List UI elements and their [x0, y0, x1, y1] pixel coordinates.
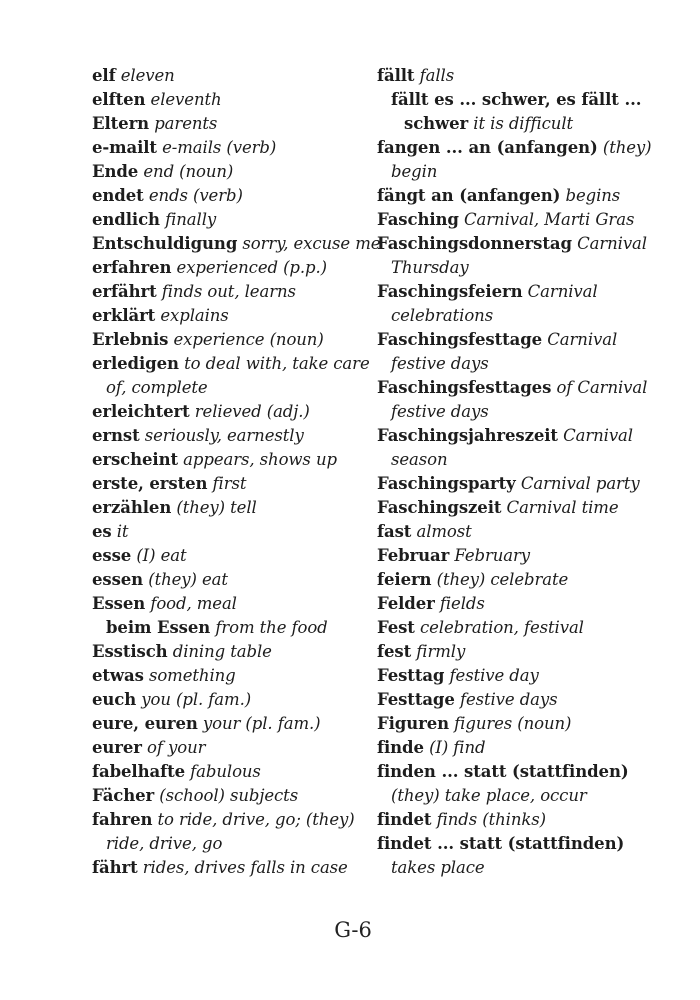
german-term: Faschingsfesttage [377, 330, 543, 349]
german-term: Faschingsjahreszeit [377, 426, 558, 445]
english-definition: (I) find [429, 738, 486, 757]
glossary-entry [377, 736, 669, 760]
english-definition: finds (thinks) [436, 810, 546, 829]
glossary-entry [92, 760, 384, 784]
glossary-entry [92, 688, 384, 712]
german-term: beim Essen [106, 618, 211, 637]
english-definition: something [148, 666, 236, 685]
english-definition: fabulous [190, 762, 261, 781]
german-term: Fest [377, 618, 415, 637]
english-definition: finally [165, 210, 217, 229]
english-definition: firmly [416, 642, 466, 661]
glossary-entry [92, 520, 384, 544]
glossary-entry [92, 784, 384, 808]
english-definition: Carnival season [391, 426, 633, 469]
english-definition: relieved (adj.) [194, 402, 310, 421]
german-term: Essen [92, 594, 146, 613]
glossary-entry [92, 208, 384, 232]
german-term: elften [92, 90, 146, 109]
german-term: finden ... statt (stattfinden) [377, 762, 629, 781]
glossary-entry [92, 160, 384, 184]
german-term: es [92, 522, 112, 541]
glossary-entry [92, 496, 384, 520]
english-definition: to deal with, take care of, complete [106, 354, 370, 397]
glossary-column-left [92, 64, 384, 880]
german-term: erleichtert [92, 402, 190, 421]
glossary-entry [92, 304, 384, 328]
glossary-entry [377, 808, 669, 832]
glossary-entry [92, 448, 384, 472]
german-term: erscheint [92, 450, 179, 469]
glossary-entry [92, 808, 384, 856]
glossary-entry [377, 424, 669, 472]
english-definition: fields [439, 594, 485, 613]
english-definition: it [116, 522, 129, 541]
glossary-entry [377, 472, 669, 496]
english-definition: sorry, excuse me [242, 234, 381, 253]
english-definition: experienced (p.p.) [176, 258, 327, 277]
german-term: Faschingsfeiern [377, 282, 523, 301]
english-definition: (they) begin [391, 138, 652, 181]
english-definition: experience (noun) [173, 330, 324, 349]
english-definition: first [212, 474, 247, 493]
glossary-entry [92, 856, 384, 880]
german-term: fest [377, 642, 412, 661]
glossary-entry [377, 280, 669, 328]
glossary-entry [377, 328, 669, 376]
english-definition: celebration, festival [419, 618, 584, 637]
english-definition: it is difficult [473, 114, 574, 133]
glossary-entry [377, 496, 669, 520]
english-definition: falls [419, 66, 455, 85]
german-term: Esstisch [92, 642, 168, 661]
glossary-entry [92, 712, 384, 736]
german-term: Festtage [377, 690, 455, 709]
german-term: Festtag [377, 666, 445, 685]
english-definition: your (pl. fam.) [202, 714, 321, 733]
english-definition: (school) subjects [159, 786, 299, 805]
german-term: fängt an (anfangen) [377, 186, 561, 205]
glossary-entry [92, 352, 384, 400]
german-term: feiern [377, 570, 432, 589]
german-term: fährt [92, 858, 138, 877]
glossary-entry [377, 520, 669, 544]
english-definition: of your [147, 738, 206, 757]
glossary-entry [92, 736, 384, 760]
glossary-entry [377, 832, 669, 880]
german-term: endlich [92, 210, 160, 229]
english-definition: from the food [215, 618, 328, 637]
glossary-entry [92, 112, 384, 136]
english-definition: festive days [459, 690, 558, 709]
german-term: Faschingszeit [377, 498, 502, 517]
german-term: Fächer [92, 786, 155, 805]
german-term: fangen ... an (anfangen) [377, 138, 598, 157]
english-definition: Carnival party [520, 474, 640, 493]
german-term: eure, euren [92, 714, 198, 733]
glossary-entry [92, 256, 384, 280]
german-term: Fasching [377, 210, 459, 229]
glossary-entry [377, 760, 669, 808]
glossary-entry [92, 544, 384, 568]
english-definition: seriously, earnestly [144, 426, 304, 445]
glossary-entry [92, 64, 384, 88]
glossary-entry [377, 640, 669, 664]
glossary-entry [92, 640, 384, 664]
german-term: eurer [92, 738, 142, 757]
english-definition: dining table [172, 642, 272, 661]
glossary-entry [92, 328, 384, 352]
german-term: findet ... statt (stattfinden) [377, 834, 625, 853]
german-term: Eltern [92, 114, 150, 133]
german-term: esse [92, 546, 132, 565]
german-term: essen [92, 570, 144, 589]
glossary-column-right [377, 64, 669, 880]
glossary-entry [92, 592, 384, 616]
glossary-entry [377, 544, 669, 568]
english-definition: figures (noun) [454, 714, 572, 733]
german-term: fast [377, 522, 412, 541]
glossary-entry [106, 616, 384, 640]
english-definition: Carnival, Marti Gras [464, 210, 635, 229]
german-term: fällt [377, 66, 415, 85]
english-definition: finds out, learns [161, 282, 296, 301]
english-definition: (I) eat [136, 546, 187, 565]
glossary-entry [377, 592, 669, 616]
german-term: findet [377, 810, 432, 829]
glossary-entry [92, 664, 384, 688]
glossary-entry [377, 136, 669, 184]
german-term: fahren [92, 810, 153, 829]
glossary-entry [92, 232, 384, 256]
german-term: erfährt [92, 282, 157, 301]
german-term: Entschuldigung [92, 234, 238, 253]
german-term: erledigen [92, 354, 179, 373]
english-definition: takes place [391, 858, 485, 877]
glossary-entry [92, 424, 384, 448]
english-definition: Carnival time [506, 498, 619, 517]
english-definition: parents [154, 114, 218, 133]
english-definition: festive day [449, 666, 539, 685]
glossary-entry [377, 712, 669, 736]
german-term: fällt es ... schwer, es fällt ... schwer [391, 90, 642, 133]
english-definition: ends (verb) [148, 186, 243, 205]
german-term: fabelhafte [92, 762, 185, 781]
english-definition: e-mails (verb) [162, 138, 277, 157]
glossary-entry [391, 88, 669, 136]
german-term: erfahren [92, 258, 172, 277]
english-definition: (they) eat [148, 570, 228, 589]
glossary-entry [377, 376, 669, 424]
glossary-entry [92, 472, 384, 496]
english-definition: rides, drives falls in case [142, 858, 348, 877]
english-definition: you (pl. fam.) [141, 690, 252, 709]
english-definition: February [454, 546, 531, 565]
glossary-entry [377, 568, 669, 592]
german-term: Erlebnis [92, 330, 169, 349]
english-definition: eleventh [150, 90, 222, 109]
glossary-entry [377, 184, 669, 208]
german-term: Februar [377, 546, 450, 565]
english-definition: appears, shows up [183, 450, 337, 469]
english-definition: of Carnival festive days [391, 378, 648, 421]
english-definition: (they) tell [176, 498, 257, 517]
english-definition: Carnival celebrations [391, 282, 598, 325]
german-term: erste, ersten [92, 474, 208, 493]
english-definition: almost [416, 522, 472, 541]
english-definition: eleven [120, 66, 175, 85]
english-definition: Carnival Thursday [391, 234, 647, 277]
english-definition: (they) take place, occur [391, 786, 587, 805]
german-term: ernst [92, 426, 140, 445]
german-term: Figuren [377, 714, 450, 733]
english-definition: Carnival festive days [391, 330, 618, 373]
german-term: etwas [92, 666, 144, 685]
english-definition: begins [565, 186, 621, 205]
german-term: Ende [92, 162, 139, 181]
page-number: G-6 [334, 918, 372, 942]
german-term: elf [92, 66, 116, 85]
glossary-entry [377, 208, 669, 232]
glossary-entry [92, 280, 384, 304]
glossary-entry [92, 136, 384, 160]
german-term: Felder [377, 594, 435, 613]
glossary-entry [92, 184, 384, 208]
english-definition: (they) celebrate [436, 570, 569, 589]
german-term: e-mailt [92, 138, 157, 157]
german-term: Faschingsdonnerstag [377, 234, 572, 253]
glossary-entry [377, 232, 669, 280]
glossary-entry [377, 664, 669, 688]
glossary-entry [92, 568, 384, 592]
english-definition: food, meal [150, 594, 237, 613]
glossary-entry [377, 688, 669, 712]
english-definition: explains [160, 306, 229, 325]
german-term: erklärt [92, 306, 156, 325]
german-term: Faschingsfesttages [377, 378, 552, 397]
german-term: euch [92, 690, 137, 709]
glossary-entry [377, 616, 669, 640]
glossary-entry [92, 88, 384, 112]
german-term: endet [92, 186, 144, 205]
english-definition: to ride, drive, go; (they) ride, drive, go [106, 810, 355, 853]
english-definition: end (noun) [143, 162, 234, 181]
german-term: Faschingsparty [377, 474, 516, 493]
german-term: finde [377, 738, 424, 757]
german-term: erzählen [92, 498, 172, 517]
glossary-entry [377, 64, 669, 88]
glossary-entry [92, 400, 384, 424]
